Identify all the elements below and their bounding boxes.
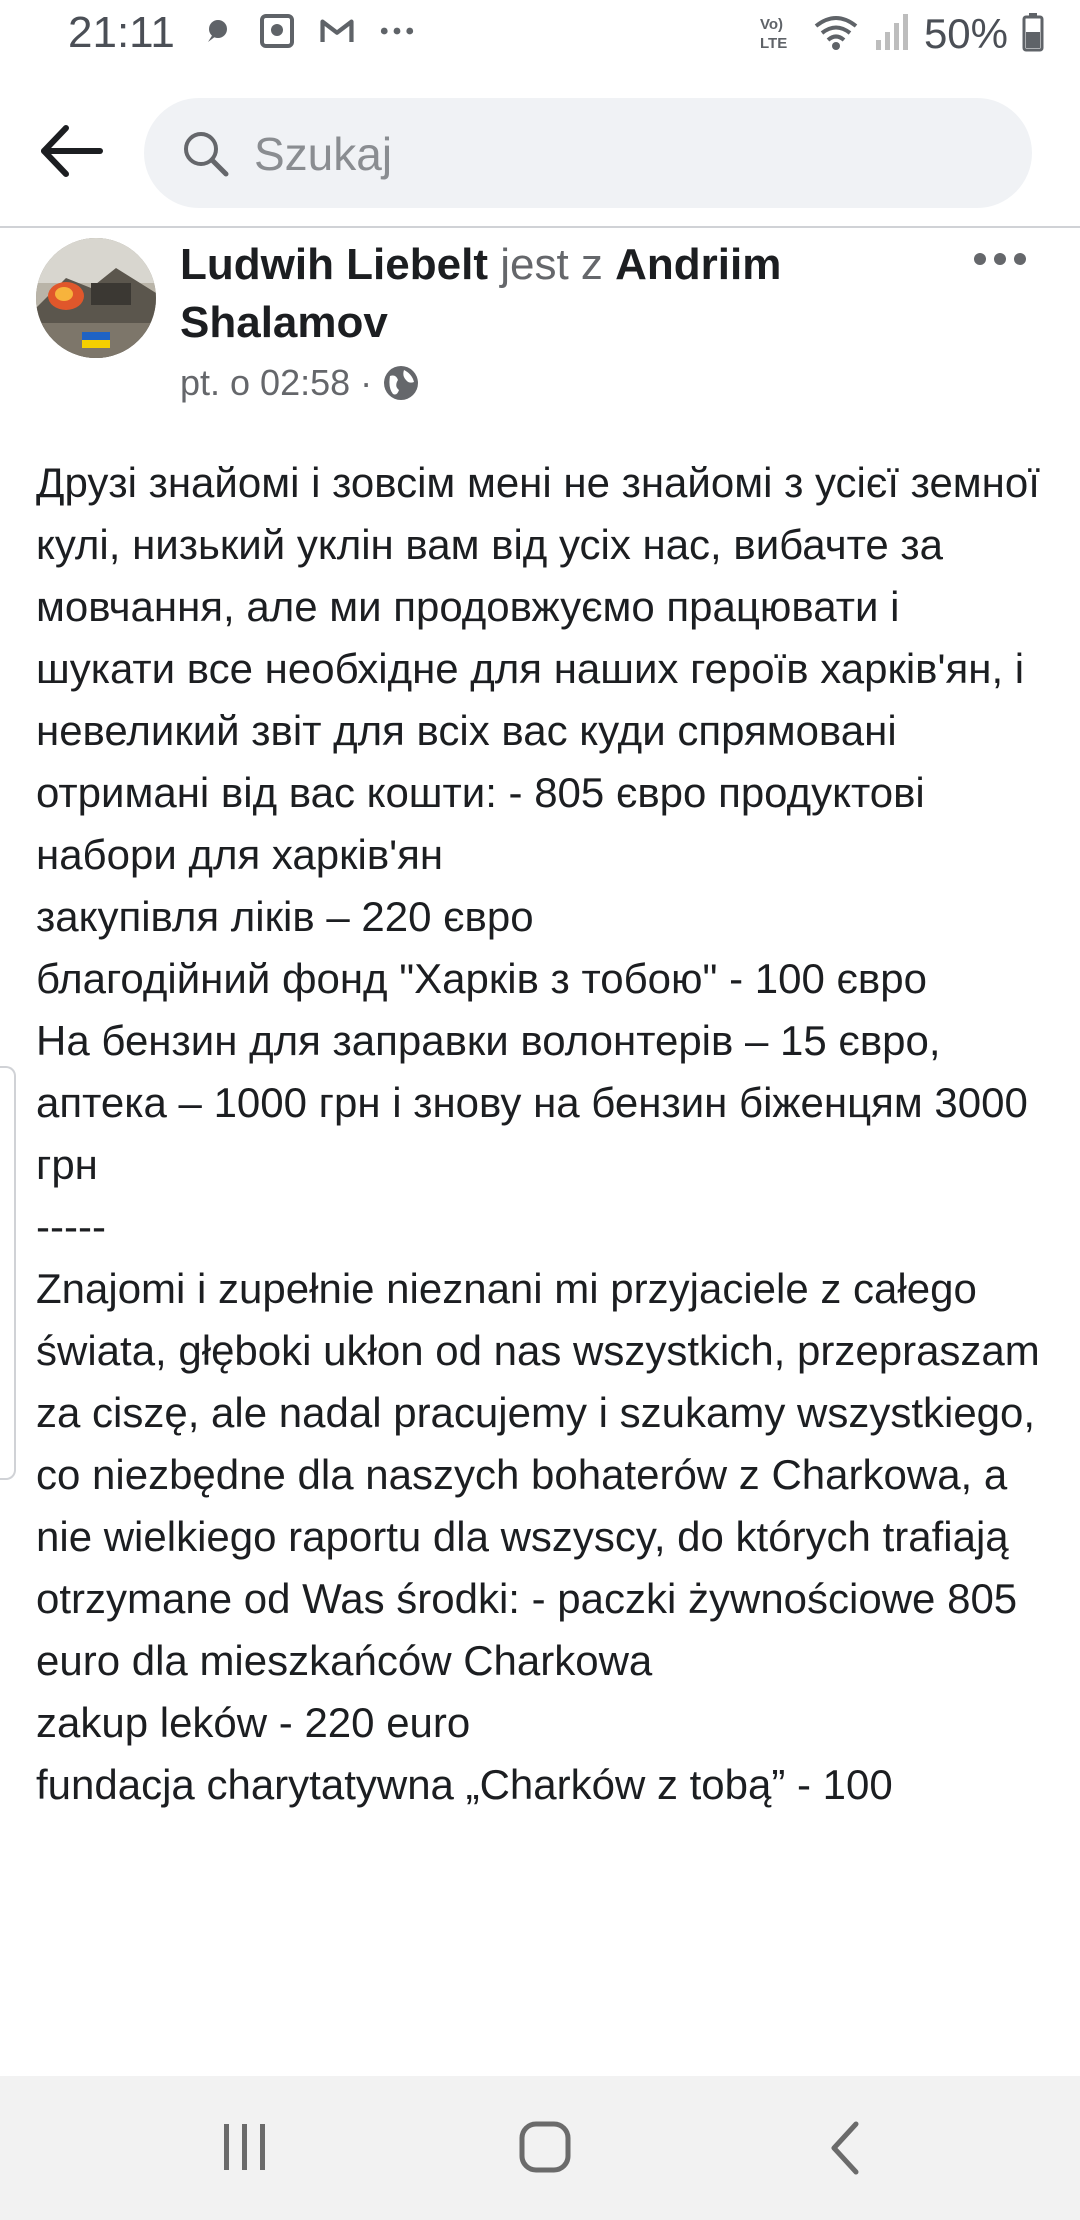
author-name[interactable]: Ludwih Liebelt bbox=[180, 240, 488, 289]
more-dots-icon bbox=[380, 14, 414, 48]
status-right bbox=[758, 10, 1044, 58]
home-button[interactable] bbox=[510, 2116, 580, 2180]
photo-app-icon bbox=[260, 14, 294, 48]
recent-apps-icon bbox=[210, 2116, 280, 2180]
system-back-button[interactable] bbox=[810, 2116, 880, 2180]
status-bar bbox=[0, 0, 1080, 72]
back-arrow-icon bbox=[36, 116, 106, 186]
more-dots-icon bbox=[970, 244, 1030, 274]
post-options-button[interactable] bbox=[970, 244, 1030, 274]
home-icon bbox=[510, 2116, 580, 2180]
battery-percent: 50% bbox=[923, 10, 1008, 57]
svg-text:LTE: LTE bbox=[759, 34, 788, 52]
header-divider bbox=[0, 226, 1080, 228]
gmail-icon bbox=[320, 14, 354, 48]
edge-scroll-handle[interactable] bbox=[0, 1066, 16, 1480]
search-box[interactable] bbox=[144, 98, 1032, 208]
author-avatar[interactable] bbox=[36, 238, 156, 358]
back-icon bbox=[810, 2116, 880, 2180]
back-arrow-button[interactable] bbox=[36, 116, 106, 186]
search-input[interactable] bbox=[252, 98, 996, 210]
chat-bubble-icon bbox=[200, 14, 234, 48]
search-header bbox=[0, 86, 1080, 226]
battery-icon bbox=[1022, 12, 1044, 57]
svg-text:Vo): Vo) bbox=[759, 15, 783, 33]
system-nav-bar bbox=[0, 2076, 1080, 2220]
avatar-photo bbox=[36, 238, 156, 358]
notification-icons bbox=[200, 14, 414, 48]
post-text: Друзі знайомі і зовсім мені не знайомі з усієї земної кулі, низький уклін вам від усіх нас, вибачте за мовчання, але ми продовжуємо працювати і шукати все необхідне для наших героїв харків'ян, і невеликий звіт для всіх вас куди спрямовані отримані від вас кошти: - 805 євро продуктові набори для харків'ян закупівля ліків – 220 євро благодійний фонд "Харків з тобою" - 100 євро На бензин для заправки волонтерів – 15 євро, аптека – 1000 грн і знову на бензин біженцям 3000 грн ----- Znajomi i zupełnie nieznani mi przyjaciele z całego świata, głęboki ukłon od nas wszystkich, przepraszam za ciszę, ale nadal pracujemy i szukamy wszystkiego, co niezbędne dla naszych bohaterów z Charkowa, a nie wielkiego raportu dla wszyscy, do których trafiają otrzymane od Was środki: - paczki żywnościowe 805 euro dla mieszkańców Charkowa zakup leków - 220 euro fundacja charytatywna „Charków z tobą” - 100 bbox=[36, 459, 1040, 1808]
status-time: 21:11 bbox=[68, 8, 175, 57]
post-timestamp[interactable]: pt. o 02:58 bbox=[180, 362, 351, 403]
post-author-line bbox=[180, 236, 940, 352]
meta-separator: · bbox=[360, 362, 373, 403]
volte-icon bbox=[758, 12, 798, 57]
wifi-icon bbox=[812, 12, 860, 57]
with-text: jest z bbox=[500, 240, 603, 289]
signal-icon bbox=[874, 12, 910, 57]
tagged-person[interactable]: Andriim Shalamov bbox=[180, 240, 782, 347]
recent-apps-button[interactable] bbox=[210, 2116, 280, 2180]
post-meta bbox=[180, 362, 420, 404]
search-icon bbox=[180, 128, 232, 180]
globe-icon bbox=[382, 364, 420, 402]
